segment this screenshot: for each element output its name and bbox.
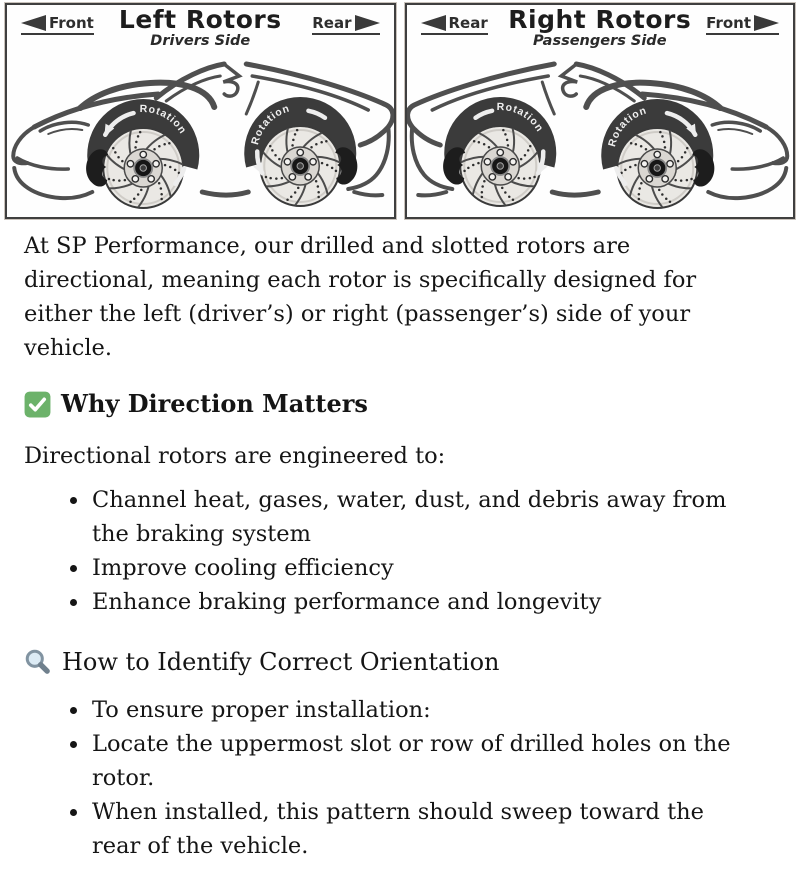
check-mark-icon [24, 391, 51, 418]
heading-text: How to Identify Correct Orientation [62, 648, 500, 676]
rotation-label: Rotation [605, 104, 648, 149]
front-label: Front [706, 14, 751, 32]
rear-direction-label [312, 14, 379, 35]
rotation-label: Rotation [496, 100, 546, 135]
intro-paragraph: At SP Performance, our drilled and slotted rotors are directional, meaning each rotor is specifically designed for either the left (driver’s) or right (passenger’s) side of your vehicle. [24, 233, 697, 361]
panel-title: Right Rotors [508, 5, 692, 34]
panel-title: Left Rotors [118, 5, 282, 34]
list-item: • Channel heat, gases, water, dust, and debris away from the braking system [90, 483, 740, 551]
magnifying-glass-icon [24, 648, 52, 676]
list-item: • Improve cooling efficiency [90, 551, 740, 585]
right-arrow-icon [754, 15, 779, 31]
list-item: • To ensure proper installation: [90, 693, 740, 727]
orientation-list [24, 693, 740, 863]
heading-text: Why Direction Matters [61, 389, 368, 418]
rotation-label: Rotation [249, 102, 292, 147]
benefits-list [24, 483, 740, 619]
list-item: • Locate the uppermost slot or row of drilled holes on the rotor. [90, 727, 740, 795]
front-direction-label [706, 14, 779, 35]
section-heading-identify-orientation [24, 647, 740, 677]
left-rotors-panel [5, 3, 396, 219]
list-item: • Enhance braking performance and longevity [90, 585, 740, 619]
right-arrow-icon [355, 15, 380, 31]
rear-label: Rear [448, 14, 488, 32]
rotation-label: Rotation [139, 102, 189, 137]
list-item: • When installed, this pattern should sweep toward the rear of the vehicle. [90, 795, 740, 863]
right-rotors-panel [405, 3, 796, 219]
lead-paragraph: Directional rotors are engineered to: [24, 443, 446, 469]
section-heading-why-direction-matters [24, 389, 740, 419]
rear-label: Rear [312, 14, 352, 32]
panel-subtitle: Drivers Side [150, 33, 251, 49]
front-label: Front [49, 14, 94, 32]
rotor-direction-diagram [0, 0, 800, 219]
article-content [0, 219, 800, 863]
panel-subtitle: Passengers Side [532, 33, 667, 49]
